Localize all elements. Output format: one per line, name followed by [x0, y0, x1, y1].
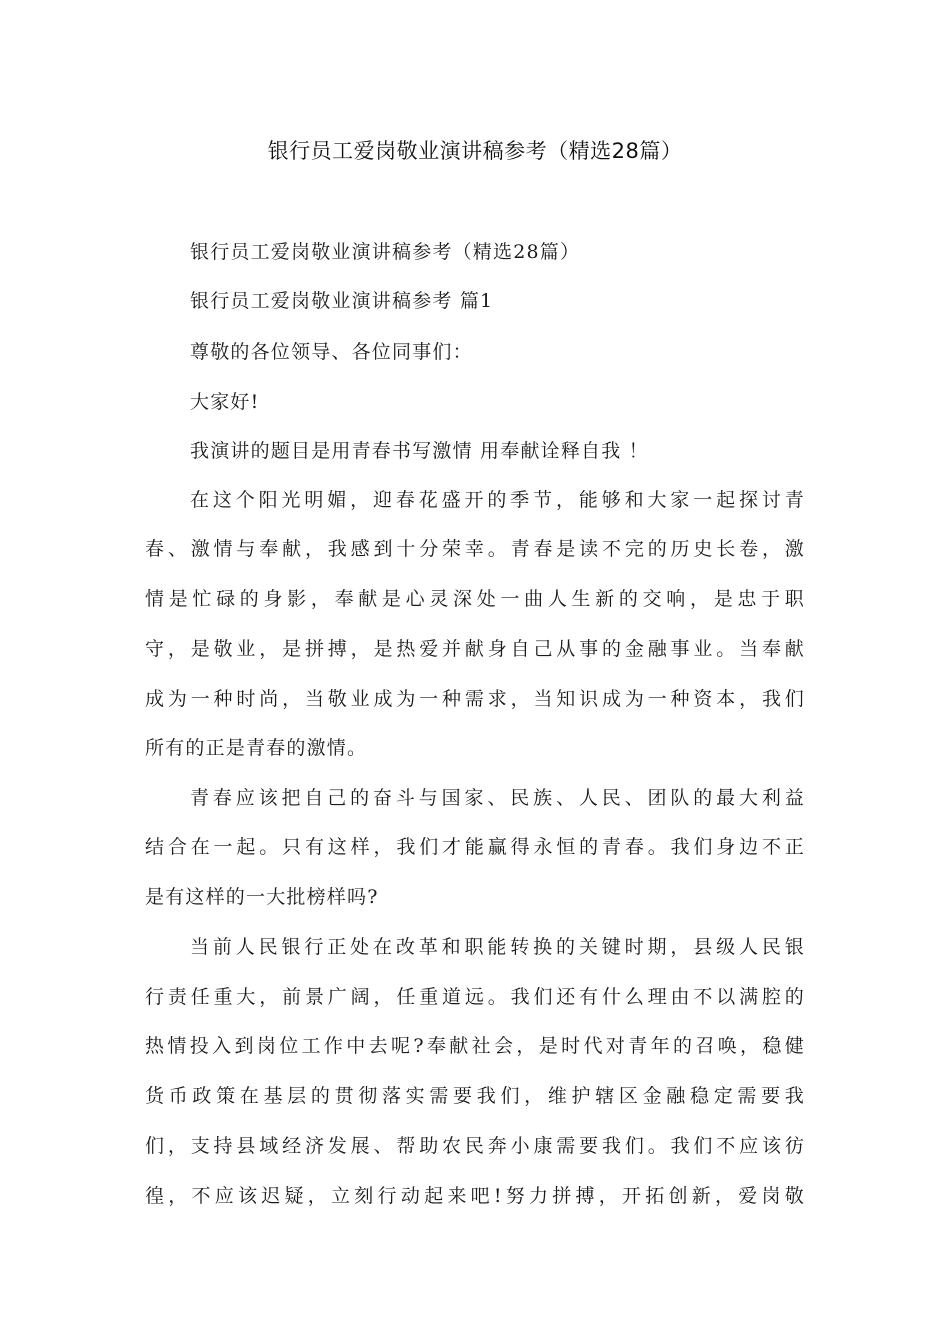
paragraph-line: 们，支持县域经济发展、帮助农民奔小康需要我们。我们不应该彷: [145, 1135, 805, 1157]
paragraph-line: 当前人民银行正处在改革和职能转换的关键时期，县级人民银: [190, 936, 805, 958]
paragraph-line: 我演讲的题目是用青春书写激情 用奉献诠释自我 ！: [190, 440, 649, 462]
paragraph-line: 结合在一起。只有这样，我们才能赢得永恒的青春。我们身边不正: [145, 836, 805, 858]
paragraph-line: 情是忙碌的身影，奉献是心灵深处一曲人生新的交响，是忠于职: [145, 588, 805, 610]
paragraph-line: 银行员工爱岗敬业演讲稿参考 篇1: [190, 290, 494, 312]
paragraph-line: 热情投入到岗位工作中去呢?奉献社会，是时代对青年的召唤，稳健: [145, 1035, 805, 1057]
paragraph-line: 春、激情与奉献，我感到十分荣幸。青春是读不完的历史长卷，激: [145, 538, 805, 560]
paragraph-line: 尊敬的各位领导、各位同事们：: [190, 341, 473, 363]
document-title: 银行员工爱岗敬业演讲稿参考（精选28篇）: [267, 139, 683, 163]
paragraph-line: 所有的正是青春的激情。: [145, 737, 368, 759]
paragraph-line: 守，是敬业，是拼搏，是热爱并献身自己从事的金融事业。当奉献: [145, 638, 805, 660]
paragraph-line: 行责任重大，前景广阔，任重道远。我们还有什么理由不以满腔的: [145, 986, 805, 1008]
paragraph-line: 是有这样的一大批榜样吗?: [145, 886, 379, 908]
paragraph-line: 徨，不应该迟疑，立刻行动起来吧!努力拼搏，开拓创新，爱岗敬: [145, 1185, 805, 1207]
paragraph-line: 大家好!: [190, 391, 260, 413]
paragraph-line: 货币政策在基层的贯彻落实需要我们，维护辖区金融稳定需要我: [145, 1085, 805, 1107]
paragraph-line: 青春应该把自己的奋斗与国家、民族、人民、团队的最大利益: [190, 787, 805, 809]
paragraph-line: 在这个阳光明媚，迎春花盛开的季节，能够和大家一起探讨青: [190, 489, 805, 511]
paragraph-line: 银行员工爱岗敬业演讲稿参考（精选28篇）: [190, 241, 581, 263]
paragraph-line: 成为一种时尚，当敬业成为一种需求，当知识成为一种资本，我们: [145, 688, 805, 710]
